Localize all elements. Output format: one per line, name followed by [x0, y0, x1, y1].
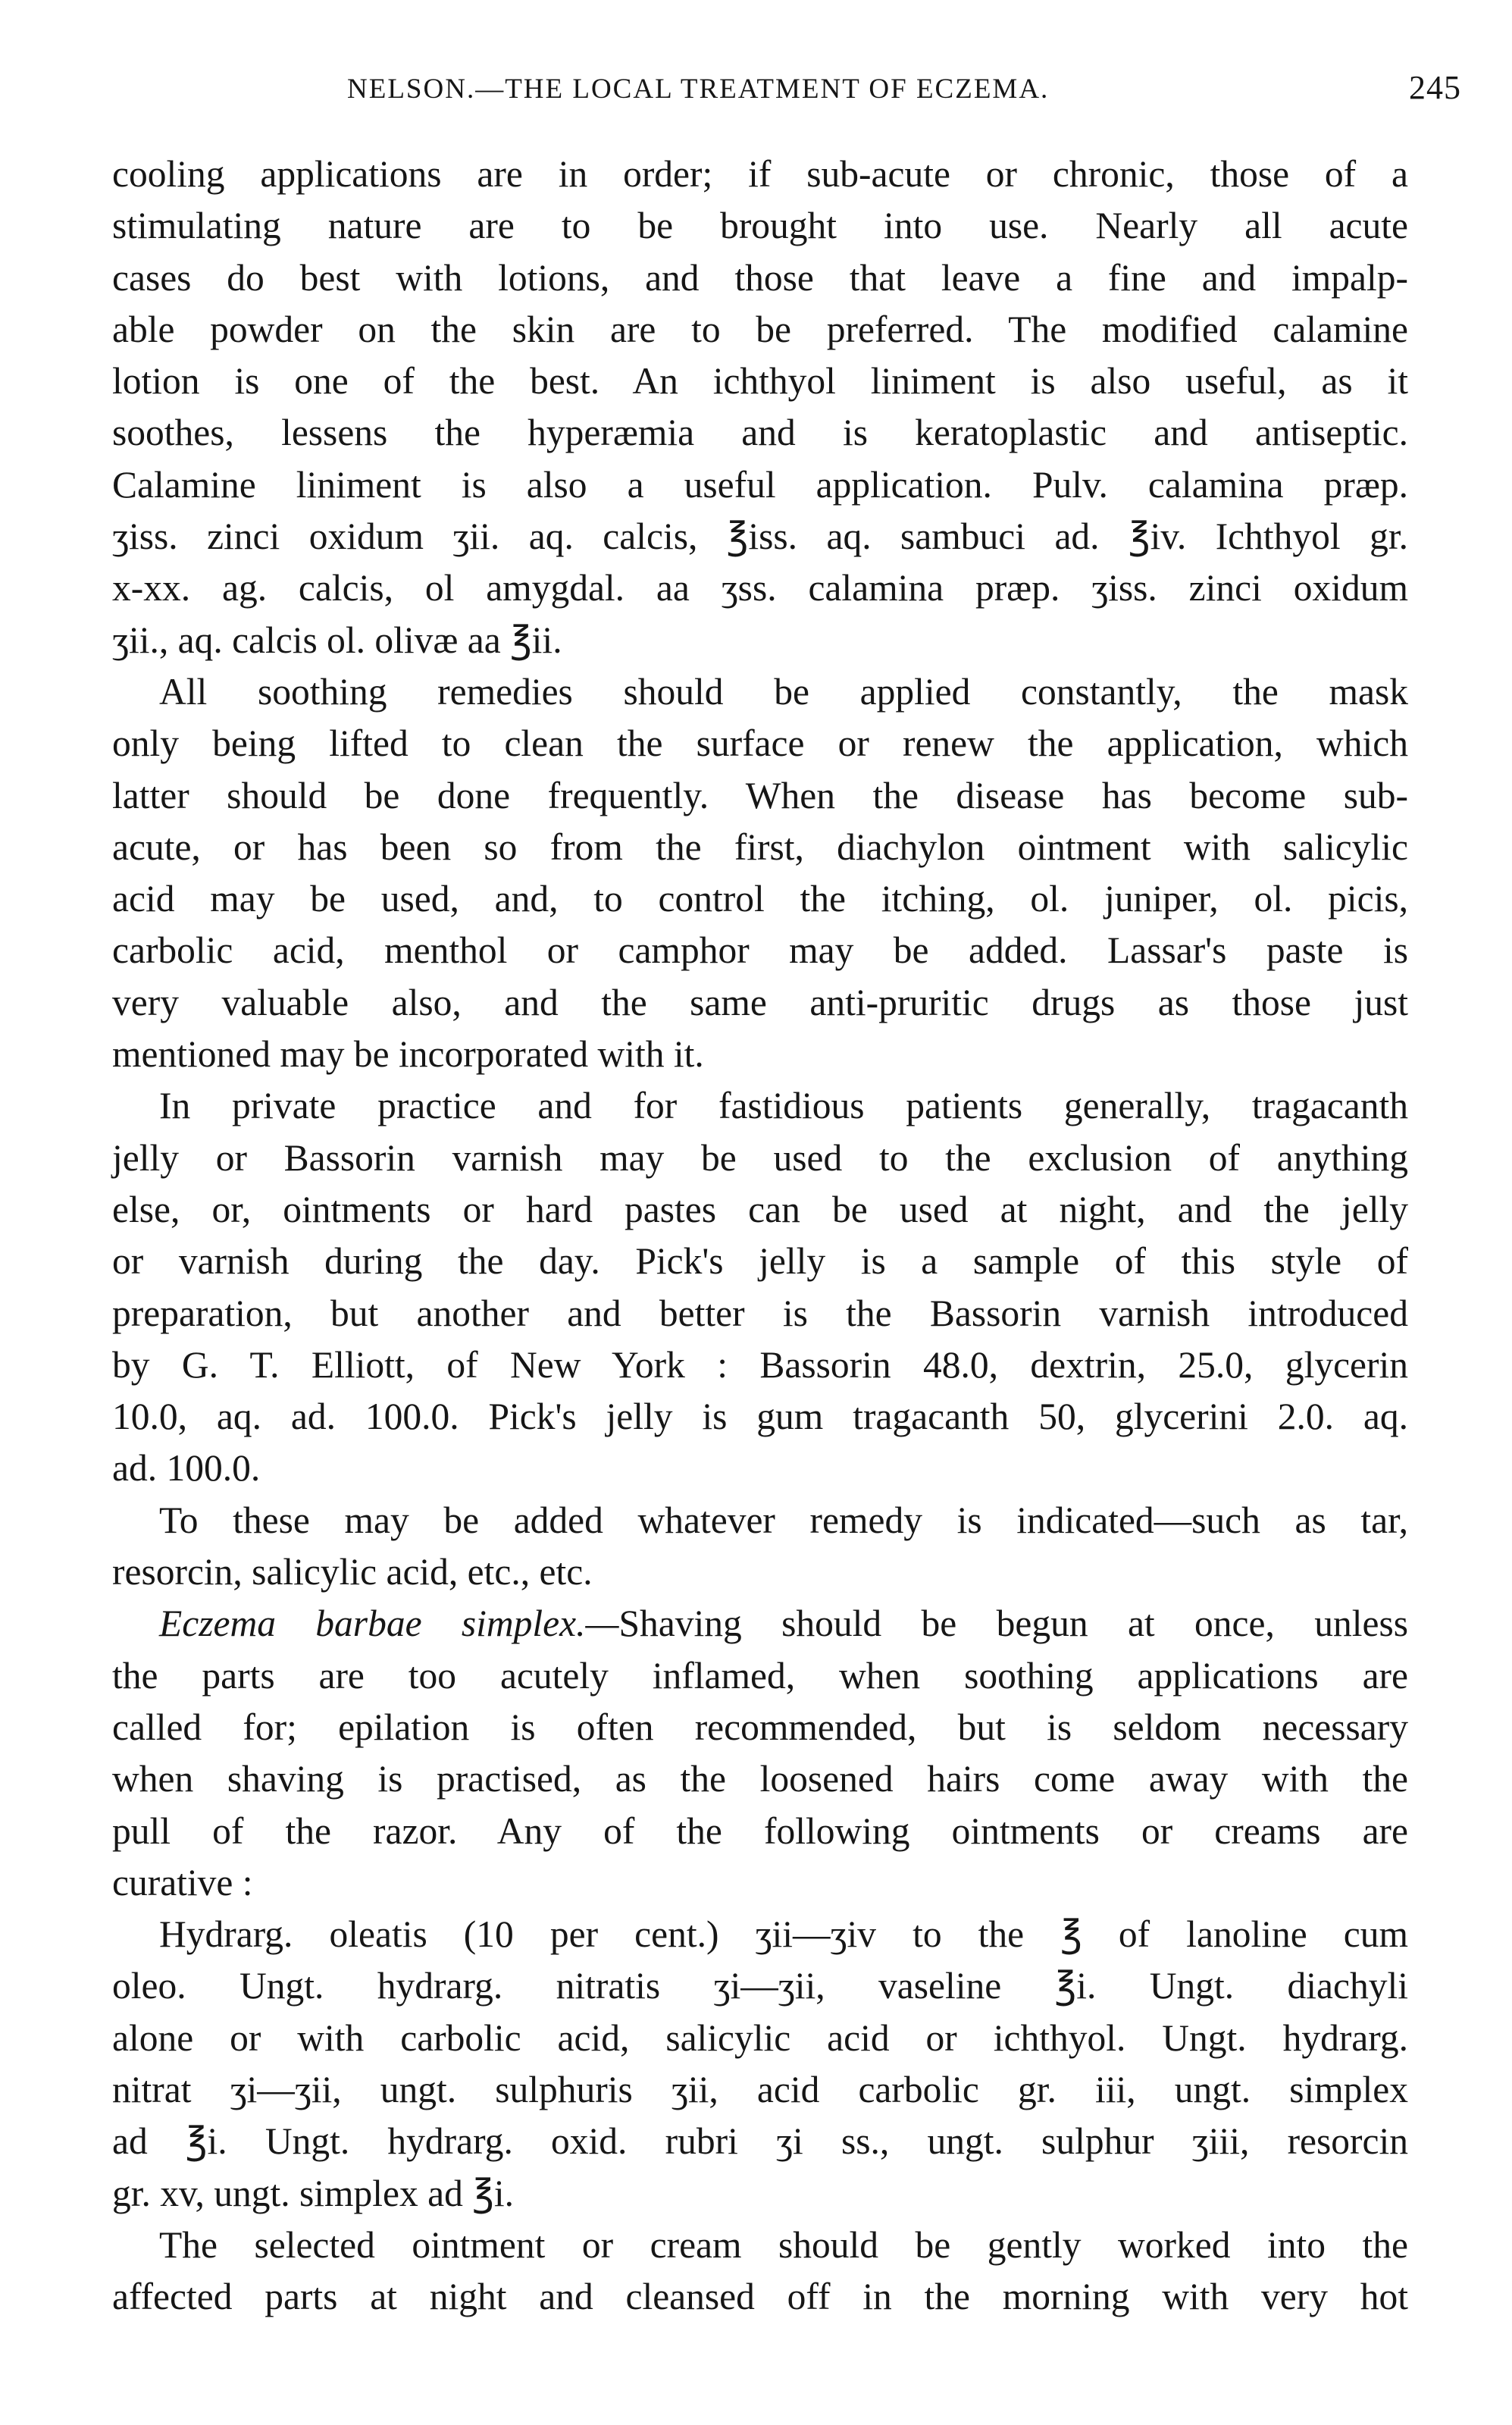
text-line: To these may be added whatever remedy is indicated—such as tar,	[159, 1499, 1408, 1541]
text-line: the parts are too acutely inflamed, when soothing applications are	[112, 1654, 1408, 1697]
running-header	[112, 68, 1461, 121]
text-line: lotion is one of the best. An ichthyol liniment is also useful, as it	[112, 360, 1408, 403]
text-line: or varnish during the day. Pick's jelly is a sample of this style of	[112, 1240, 1408, 1283]
text-line: The selected ointment or cream should be gently worked into the	[159, 2223, 1408, 2266]
running-title: NELSON.—THE LOCAL TREATMENT OF ECZEMA.	[347, 74, 1050, 105]
text-line: alone or with carbolic acid, salicylic acid or ichthyol. Ungt. hydrarg.	[112, 2016, 1408, 2059]
text-line: acute, or has been so from the first, diachylon ointment with salicylic	[112, 826, 1408, 868]
text-line: pull of the razor. Any of the following ointments or creams are	[112, 1809, 1408, 1852]
text-line: ad ℥i. Ungt. hydrarg. oxid. rubri ʒi ss., ungt. sulphur ʒiii, resorcin	[112, 2120, 1408, 2163]
text-line: curative :	[112, 1861, 253, 1903]
text-line: soothes, lessens the hyperæmia and is keratoplastic and antiseptic.	[112, 412, 1408, 454]
text-line: called for; epilation is often recommended, but is seldom necessary	[112, 1706, 1408, 1748]
text-line: affected parts at night and cleansed off in the morning with very hot	[112, 2276, 1408, 2318]
text-line: latter should be done frequently. When the disease has become sub-	[112, 774, 1408, 816]
body-text	[112, 149, 1408, 2323]
text-line: mentioned may be incorporated with it.	[112, 1033, 704, 1076]
text-line: All soothing remedies should be applied constantly, the mask	[159, 670, 1408, 713]
text-line: cases do best with lotions, and those that leave a fine and impalp-	[112, 256, 1408, 299]
text-line: 10.0, aq. ad. 100.0. Pick's jelly is gum tragacanth 50, glycerini 2.0. aq.	[112, 1396, 1408, 1438]
text-line: by G. T. Elliott, of New York : Bassorin 48.0, dextrin, 25.0, glycerin	[112, 1343, 1408, 1386]
text-line: gr. xv, ungt. simplex ad ℥i.	[112, 2172, 514, 2214]
text-line: ʒiss. zinci oxidum ʒii. aq. calcis, ℥iss. aq. sambuci ad. ℥iv. Ichthyol gr.	[112, 515, 1408, 558]
text-line: x-xx. ag. calcis, ol amygdal. aa ʒss. calamina præp. ʒiss. zinci oxidum	[112, 567, 1408, 609]
line-text: Shaving should be begun at once, unless	[618, 1603, 1408, 1645]
text-line: very valuable also, and the same anti-pruritic drugs as those just	[112, 981, 1408, 1023]
text-line: Hydrarg. oleatis (10 per cent.) ʒii—ʒiv to the ℥ of lanoline cum	[159, 1913, 1408, 1956]
book-page	[112, 68, 1461, 2323]
text-line: preparation, but another and better is the Bassorin varnish introduced	[112, 1292, 1408, 1334]
text-line: able powder on the skin are to be preferred. The modified calamine	[112, 308, 1408, 350]
text-line: only being lifted to clean the surface or renew the application, which	[112, 722, 1408, 765]
text-line: oleo. Ungt. hydrarg. nitratis ʒi—ʒii, vaseline ℥i. Ungt. diachyli	[112, 1965, 1408, 2007]
text-line: ad. 100.0.	[112, 1447, 261, 1490]
page-number: 245	[1409, 69, 1461, 106]
text-line: acid may be used, and, to control the itching, ol. juniper, ol. picis,	[112, 878, 1408, 920]
text-line: when shaving is practised, as the loosened hairs come away with the	[112, 1758, 1408, 1800]
text-line: ʒii., aq. calcis ol. olivæ aa ℥ii.	[112, 619, 562, 661]
text-line: cooling applications are in order; if sub-acute or chronic, those of a	[112, 153, 1408, 195]
text-line: carbolic acid, menthol or camphor may be added. Lassar's paste is	[112, 929, 1408, 972]
text-line: else, or, ointments or hard pastes can be used at night, and the jelly	[112, 1188, 1408, 1230]
text-line: resorcin, salicylic acid, etc., etc.	[112, 1551, 593, 1593]
text-line: nitrat ʒi—ʒii, ungt. sulphuris ʒii, acid carbolic gr. iii, ungt. simplex	[112, 2068, 1408, 2110]
text-line: Calamine liniment is also a useful application. Pulv. calamina præp.	[112, 463, 1408, 506]
text-line: jelly or Bassorin varnish may be used to the exclusion of anything	[112, 1136, 1408, 1179]
italic-heading: Eczema barbae simplex.—	[159, 1603, 619, 1645]
text-line	[112, 1598, 1408, 1650]
text-line: In private practice and for fastidious patients generally, tragacanth	[159, 1085, 1408, 1127]
text-line: stimulating nature are to be brought into use. Nearly all acute	[112, 205, 1408, 247]
